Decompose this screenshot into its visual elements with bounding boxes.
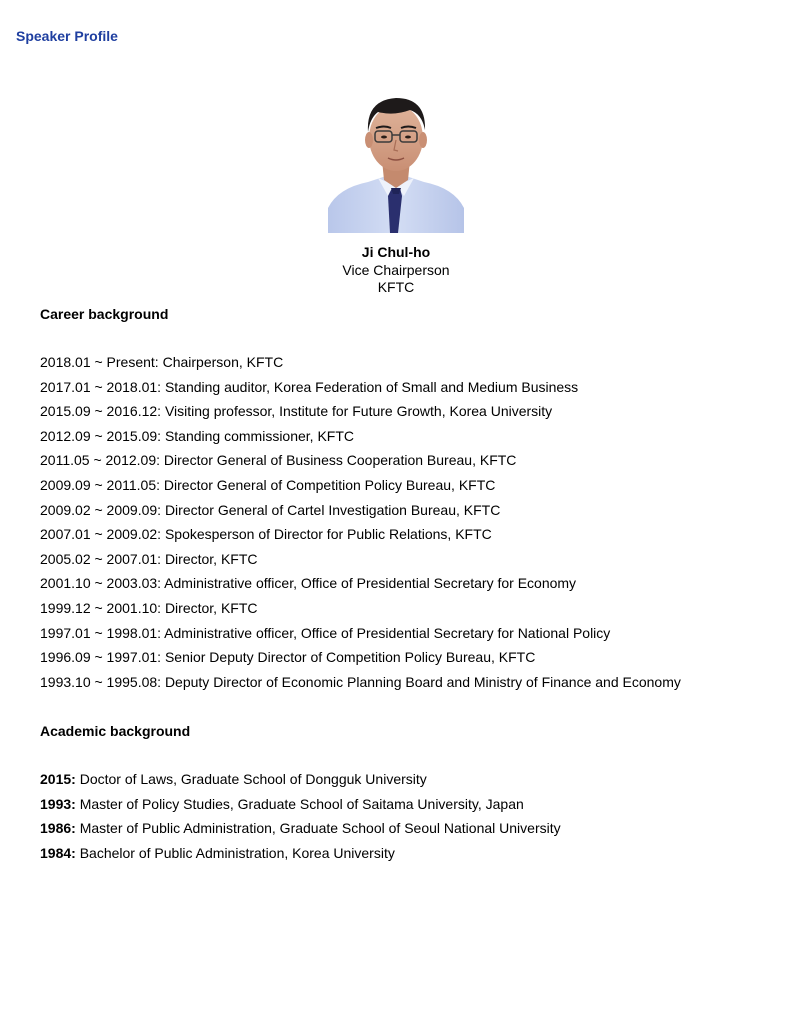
academic-item (40, 792, 561, 817)
speaker-photo (328, 88, 464, 233)
career-item: 1999.12 ~ 2001.10: Director, KFTC (40, 599, 258, 616)
career-item: 2009.09 ~ 2011.05: Director General of Competition Policy Bureau, KFTC (40, 476, 496, 493)
academic-year: 1986: (40, 820, 76, 837)
page-title: Speaker Profile (16, 28, 118, 44)
academic-year: 2015: (40, 771, 76, 787)
speaker-organization: KFTC (377, 279, 415, 295)
academic-degree: Bachelor of Public Administration, Korea University (75, 844, 395, 861)
academic-degree: Doctor of Laws, Graduate School of Dongguk University (75, 771, 427, 787)
career-item: 2005.02 ~ 2007.01: Director, KFTC (40, 550, 258, 567)
career-item: 1996.09 ~ 1997.01: Senior Deputy Director of Competition Policy Bureau, KFTC (40, 649, 536, 666)
academic-degree: Master of Policy Studies, Graduate School of Saitama University, Japan (75, 795, 524, 812)
career-item: 2009.02 ~ 2009.09: Director General of Cartel Investigation Bureau, KFTC (40, 501, 501, 518)
speaker-info (296, 244, 496, 297)
career-item: 2018.01 ~ Present: Chairperson, KFTC (40, 354, 284, 370)
career-heading: Career background (40, 306, 169, 322)
career-item: 2015.09 ~ 2016.12: Visiting professor, Institute for Future Growth, Korea University (40, 403, 553, 420)
speaker-name: Ji Chul-ho (361, 244, 431, 260)
career-list (40, 350, 681, 694)
academic-degree: Master of Public Administration, Graduate School of Seoul National University (75, 820, 561, 837)
career-item: 2001.10 ~ 2003.03: Administrative officer, Office of Presidential Secretary for Economy (40, 575, 577, 592)
academic-item (40, 816, 561, 841)
career-item: 2012.09 ~ 2015.09: Standing commissioner, KFTC (40, 427, 355, 444)
career-item: 2017.01 ~ 2018.01: Standing auditor, Korea Federation of Small and Medium Business (40, 378, 579, 395)
academic-year: 1993: (40, 795, 76, 812)
career-item: 1993.10 ~ 1995.08: Deputy Director of Economic Planning Board and Ministry of Finance and Economy (40, 673, 681, 690)
academic-item (40, 767, 561, 792)
career-item: 2011.05 ~ 2012.09: Director General of Business Cooperation Bureau, KFTC (40, 452, 517, 469)
academic-heading: Academic background (40, 723, 191, 739)
career-item: 2007.01 ~ 2009.02: Spokesperson of Director for Public Relations, KFTC (40, 526, 492, 543)
academic-item (40, 841, 561, 866)
academic-year: 1984: (40, 844, 76, 861)
career-item: 1997.01 ~ 1998.01: Administrative officer, Office of Presidential Secretary for National Policy (40, 624, 611, 641)
speaker-position: Vice Chairperson (342, 261, 450, 278)
academic-list (40, 767, 561, 865)
portrait-photo-icon (328, 88, 464, 233)
